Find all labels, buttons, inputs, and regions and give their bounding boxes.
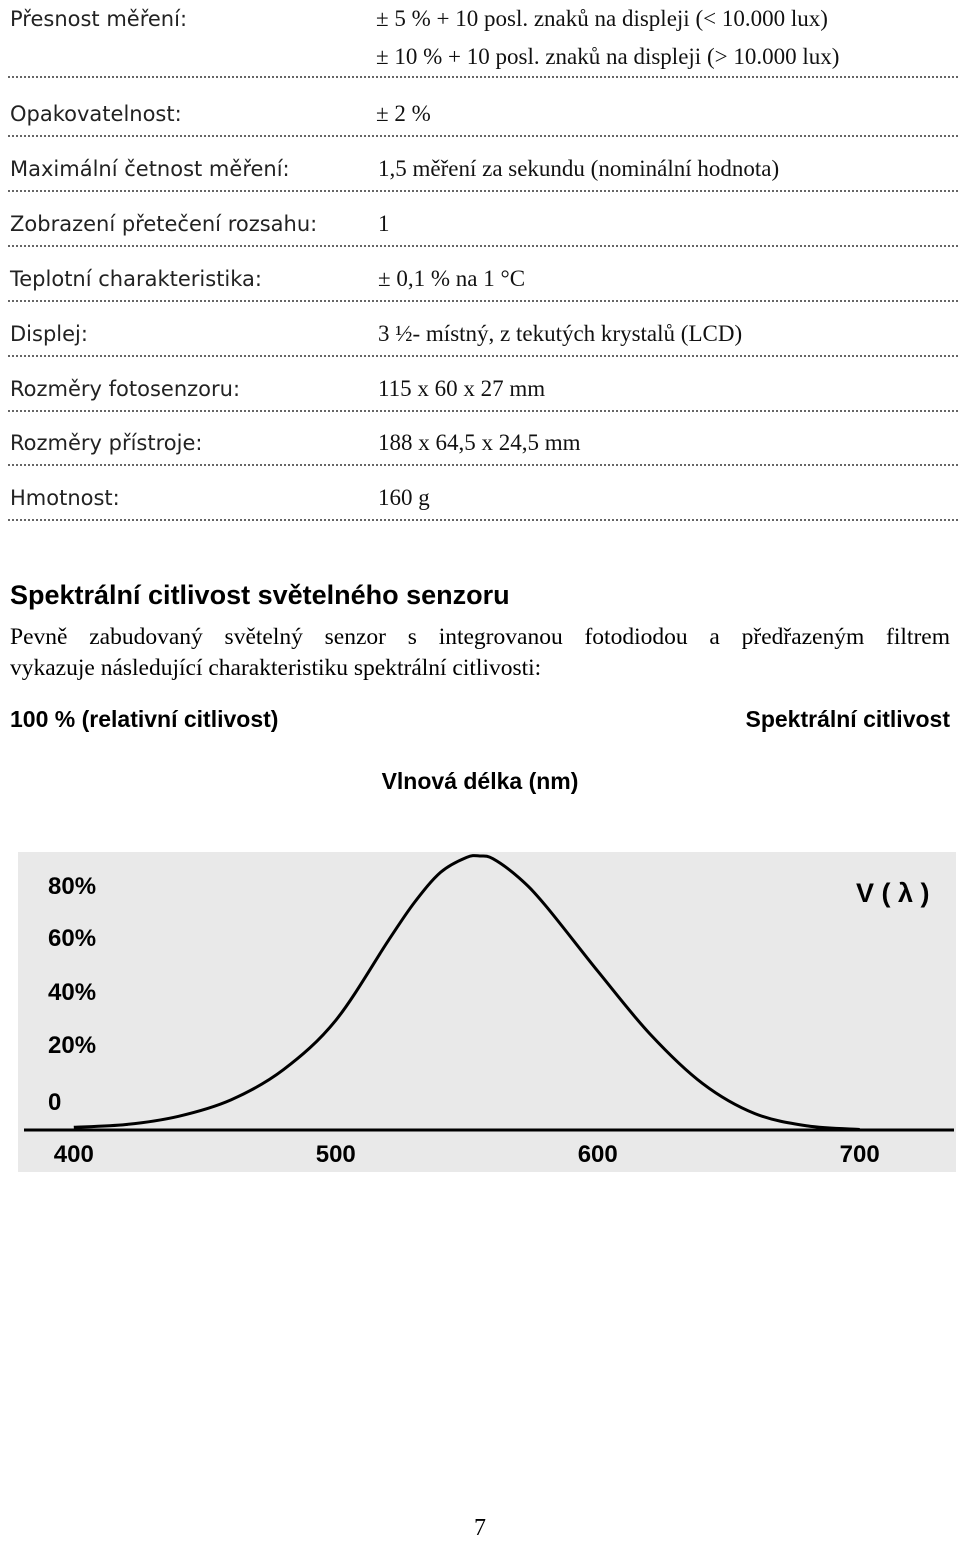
- spec-value: [376, 0, 839, 76]
- spec-value-line: 3 ½- místný, z tekutých krystalů (LCD): [378, 321, 743, 346]
- spec-value-line: ± 2 %: [376, 101, 431, 126]
- spec-value-line: 1,5 měření za sekundu (nominální hodnota): [378, 156, 780, 181]
- y-tick-label: 40%: [48, 979, 97, 1006]
- spec-value-line: ± 10 % + 10 posl. znaků na displeji (> 10.000 lux): [376, 44, 840, 69]
- section-title: Spektrální citlivost světelného senzoru: [10, 580, 510, 610]
- spec-value-line: 188 x 64,5 x 24,5 mm: [378, 430, 581, 455]
- y-tick-label: 0: [48, 1089, 62, 1116]
- spec-value: [378, 370, 545, 408]
- x-tick-label: 500: [315, 1141, 356, 1168]
- chart-svg: [16, 852, 956, 1172]
- spec-value-line: 160 g: [378, 485, 430, 510]
- spec-row: [8, 0, 958, 78]
- spec-label: Rozměry přístroje:: [10, 431, 203, 455]
- caption-spectral-sensitivity: Spektrální citlivost: [745, 706, 950, 732]
- spec-label: Hmotnost:: [10, 486, 120, 510]
- caption-relative-sensitivity: 100 % (relativní citlivost): [10, 706, 279, 732]
- spec-label: Displej:: [10, 322, 88, 346]
- spec-value: [378, 315, 742, 353]
- spec-label: Zobrazení přetečení rozsahu:: [10, 212, 318, 236]
- spec-label: Opakovatelnost:: [10, 102, 182, 126]
- spec-row: [8, 370, 958, 412]
- spec-row: [8, 205, 958, 247]
- spec-value-line: 115 x 60 x 27 mm: [378, 376, 546, 401]
- spec-value: [376, 95, 431, 133]
- chart-background: [18, 852, 956, 1172]
- x-tick-label: 400: [53, 1141, 94, 1168]
- legend-label: V ( λ ): [856, 878, 930, 908]
- spec-value: [378, 424, 581, 462]
- spec-label: Rozměry fotosenzoru:: [10, 377, 241, 401]
- spec-row: [8, 95, 958, 137]
- spec-label: Maximální četnost měření:: [10, 157, 290, 181]
- spec-value: [378, 479, 430, 517]
- caption-wavelength: Vlnová délka (nm): [381, 768, 579, 794]
- x-tick-label: 600: [577, 1141, 618, 1168]
- spec-row: [8, 479, 958, 521]
- spec-value: [378, 150, 779, 188]
- spec-value-line: ± 5 % + 10 posl. znaků na displeji (< 10.000 lux): [376, 6, 828, 31]
- spec-row: [8, 315, 958, 357]
- spec-value-line: ± 0,1 % na 1 °C: [378, 266, 526, 291]
- spec-value: [378, 260, 525, 298]
- y-tick-label: 80%: [48, 873, 97, 900]
- spectral-sensitivity-chart: [16, 852, 956, 1172]
- spec-label: Teplotní charakteristika:: [10, 267, 262, 291]
- paragraph-line: Pevně zabudovaný světelný senzor s integrovanou fotodiodou a předřazeným filtrem: [10, 624, 950, 650]
- spec-row: [8, 424, 958, 466]
- spec-value: [378, 205, 390, 243]
- spec-value-line: 1: [378, 211, 390, 236]
- x-tick-label: 700: [839, 1141, 880, 1168]
- section-paragraph: [10, 622, 950, 684]
- paragraph-line: vykazuje následující charakteristiku spektrální citlivosti:: [10, 655, 542, 681]
- y-tick-label: 60%: [48, 925, 97, 952]
- spec-row: [8, 260, 958, 302]
- spec-row: [8, 150, 958, 192]
- y-tick-label: 20%: [48, 1032, 97, 1059]
- page-number: 7: [474, 1515, 486, 1541]
- spec-label: Přesnost měření:: [10, 7, 188, 31]
